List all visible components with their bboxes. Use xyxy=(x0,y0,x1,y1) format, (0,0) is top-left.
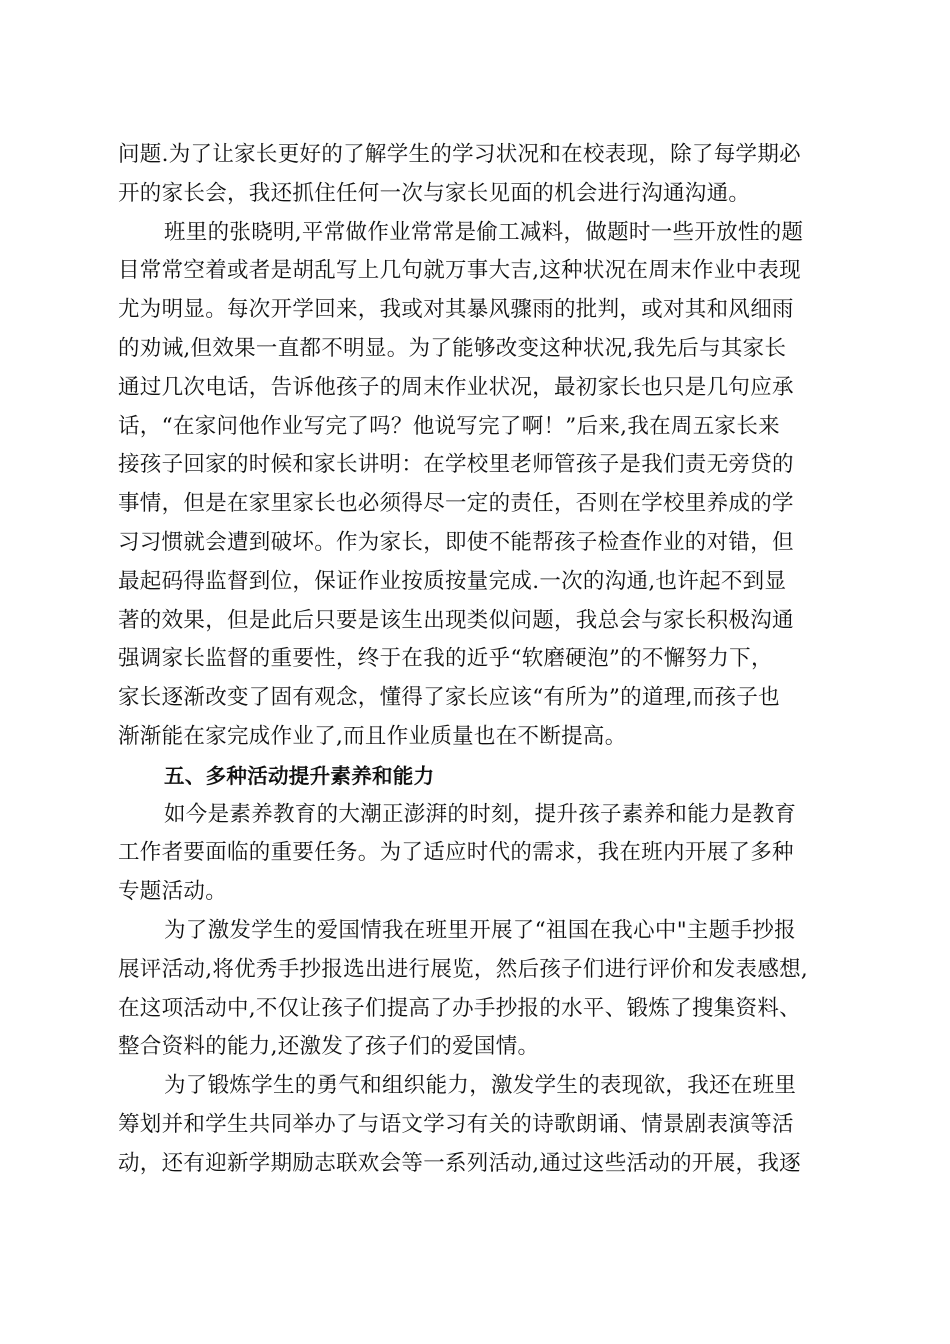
text-line: 最起码得监督到位，保证作业按质按量完成.一次的沟通,也许起不到显 xyxy=(118,568,787,594)
text-line: 话，“在家问他作业写完了吗？他说写完了啊！”后来,我在周五家长来 xyxy=(118,413,780,439)
text-line: 通过几次电话，告诉他孩子的周末作业状况，最初家长也只是几句应承 xyxy=(118,374,794,400)
text-line: 动，还有迎新学期励志联欢会等一系列活动,通过这些活动的开展，我逐 xyxy=(118,1150,801,1176)
text-line: 筹划并和学生共同举办了与语文学习有关的诗歌朗诵、情景剧表演等活 xyxy=(118,1111,794,1137)
text-line: 渐渐能在家完成作业了,而且作业质量也在不断提高。 xyxy=(118,723,627,749)
text-line: 为了激发学生的爱国情我在班里开展了“祖国在我心中"主题手抄报 xyxy=(164,917,796,943)
text-line: 接孩子回家的时候和家长讲明：在学校里老师管孩子是我们责无旁贷的 xyxy=(118,452,794,478)
text-line: 习习惯就会遭到破坏。作为家长，即使不能帮孩子检查作业的对错，但 xyxy=(118,529,794,555)
text-line: 为了锻炼学生的勇气和组织能力，激发学生的表现欲，我还在班里 xyxy=(164,1073,797,1099)
text-line: 家长逐渐改变了固有观念，懂得了家长应该“有所为”的道理,而孩子也 xyxy=(118,685,780,711)
text-line: 在这项活动中,不仅让孩子们提高了办手抄报的水平、锻炼了搜集资料、 xyxy=(118,995,801,1021)
text-line: 开的家长会，我还抓住任何一次与家长见面的机会进行沟通沟通。 xyxy=(118,180,751,206)
text-line: 尤为明显。每次开学回来，我或对其暴风骤雨的批判，或对其和风细雨 xyxy=(118,297,794,323)
text-line: 展评活动,将优秀手抄报选出进行展览，然后孩子们进行评价和发表感想, xyxy=(118,956,809,982)
text-line: 著的效果，但是此后只要是该生出现类似问题，我总会与家长积极沟通 xyxy=(118,607,794,633)
text-line: 强调家长监督的重要性，终于在我的近乎“软磨硬泡”的不懈努力下， xyxy=(118,646,773,672)
document-body xyxy=(118,136,834,1184)
text-line: 工作者要面临的重要任务。为了适应时代的需求，我在班内开展了多种 xyxy=(118,840,794,866)
text-line: 的劝诫,但效果一直都不明显。为了能够改变这种状况,我先后与其家长 xyxy=(118,335,787,361)
text-line: 整合资料的能力,还激发了孩子们的爱国情。 xyxy=(118,1034,540,1060)
text-line: 问题.为了让家长更好的了解学生的学习状况和在校表现，除了每学期必 xyxy=(118,142,801,167)
text-line: 班里的张晓明,平常做作业常常是偷工减料，做题时一些开放性的题 xyxy=(164,219,804,245)
text-line: 目常常空着或者是胡乱写上几句就万事大吉,这种状况在周末作业中表现 xyxy=(118,258,801,284)
text-line: 事情，但是在家里家长也必须得尽一定的责任，否则在学校里养成的学 xyxy=(118,491,794,517)
section-heading: 五、多种活动提升素养和能力 xyxy=(164,763,435,788)
text-line: 如今是素养教育的大潮正澎湃的时刻，提升孩子素养和能力是教育 xyxy=(164,801,797,827)
text-line: 专题活动。 xyxy=(118,879,228,905)
